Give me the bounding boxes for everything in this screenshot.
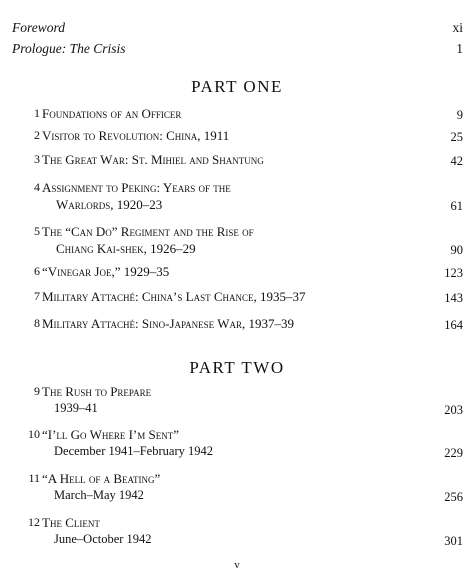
entry-title: Foreword: [12, 20, 65, 35]
chapter-title: Visitor to Revolution: China, 1911: [42, 128, 230, 143]
toc-entry-foreword[interactable]: [12, 20, 463, 38]
entry-page-number: 256: [444, 490, 463, 504]
entry-page-number: 9: [456, 108, 463, 122]
chapter-number: 10: [28, 427, 40, 441]
chapter-title: Assignment to Peking: Years of the: [42, 180, 231, 195]
chapter-number: 7: [34, 289, 40, 303]
toc-entry-prologue[interactable]: [12, 41, 463, 59]
chapter-title-continued: Chiang Kai-shek, 1926–29: [56, 241, 196, 256]
entry-page-number: 42: [450, 154, 463, 168]
chapter-title: “Vinegar Joe,” 1929–35: [42, 264, 170, 279]
chapter-number: 3: [34, 152, 40, 166]
entry-page-number: 25: [450, 130, 463, 144]
entry-page-number: 143: [444, 291, 463, 305]
entry-page-number: 61: [450, 199, 463, 213]
chapter-number: 8: [34, 316, 40, 330]
chapter-number: 12: [28, 515, 40, 529]
chapter-title: Foundations of an Officer: [42, 106, 182, 121]
chapter-title: The Client: [42, 515, 100, 530]
chapter-title: Military Attaché: Sino-Japanese War, 1937–39: [42, 316, 294, 331]
entry-page-number: 90: [450, 243, 463, 257]
chapter-dates: March–May 1942: [54, 488, 144, 502]
chapter-title: “I’ll Go Where I’m Sent”: [42, 427, 179, 442]
entry-page-number: 123: [444, 266, 463, 280]
chapter-title: The Rush to Prepare: [42, 384, 152, 399]
entry-page-number: xi: [452, 20, 463, 35]
entry-page-number: 164: [444, 318, 463, 332]
chapter-number: 1: [34, 106, 40, 120]
chapter-number: 6: [34, 264, 40, 278]
chapter-title-continued: Warlords, 1920–23: [56, 197, 163, 212]
entry-page-number: 229: [444, 446, 463, 460]
entry-page-number: 203: [444, 403, 463, 417]
chapter-title: Military Attaché: China’s Last Chance, 1935–37: [42, 289, 306, 304]
chapter-dates: June–October 1942: [54, 532, 152, 546]
entry-page-number: 301: [444, 534, 463, 548]
chapter-number: 2: [34, 128, 40, 142]
entry-title: Prologue: The Crisis: [12, 41, 126, 56]
chapter-number: 9: [34, 384, 40, 398]
chapter-dates: 1939–41: [54, 401, 98, 415]
chapter-title: “A Hell of a Beating”: [42, 471, 161, 486]
chapter-title: The “Can Do” Regiment and the Rise of: [42, 224, 254, 239]
chapter-number: 4: [34, 180, 40, 194]
chapter-number: 11: [28, 471, 40, 485]
part-two-heading: PART TWO: [189, 358, 285, 377]
page-folio: v: [234, 559, 240, 571]
entry-page-number: 1: [456, 41, 463, 56]
chapter-number: 5: [34, 224, 40, 238]
part-one-heading: PART ONE: [191, 77, 283, 96]
chapter-title: The Great War: St. Mihiel and Shantung: [42, 152, 264, 167]
chapter-dates: December 1941–February 1942: [54, 444, 213, 458]
